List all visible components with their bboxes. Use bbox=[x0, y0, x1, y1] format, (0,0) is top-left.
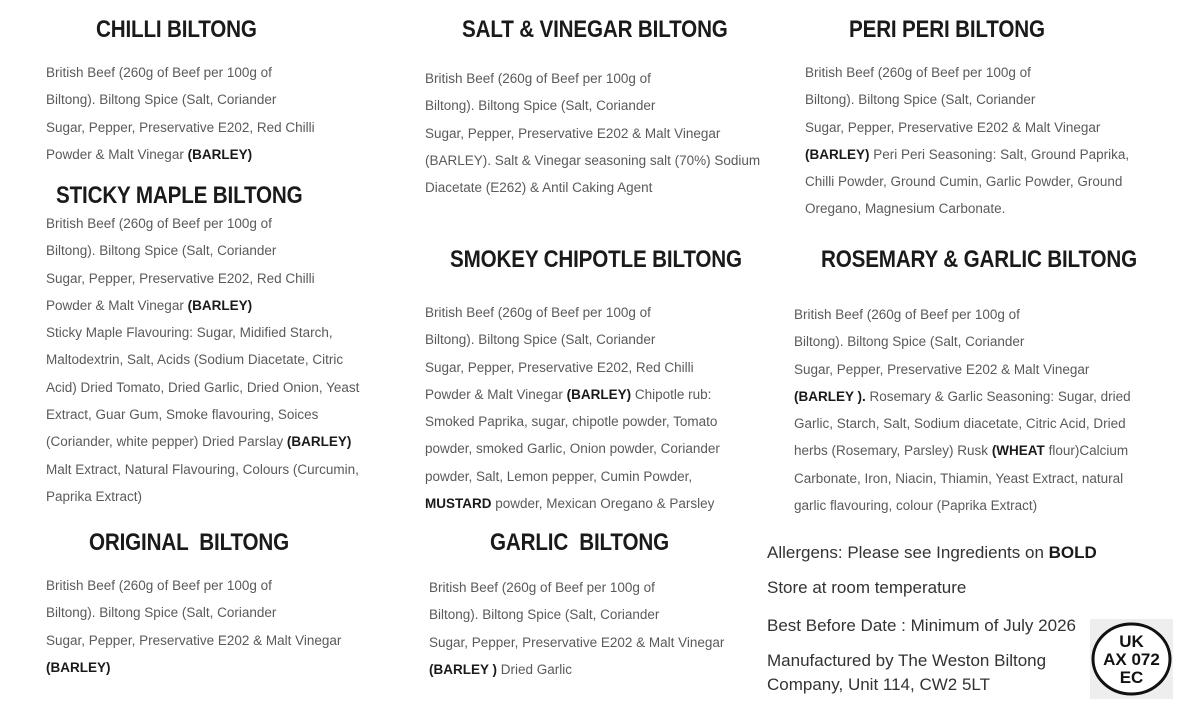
badge-line2: AX 072 bbox=[1103, 650, 1160, 669]
salt-vinegar-title: SALT & VINEGAR BILTONG bbox=[462, 16, 728, 43]
garlic-title: GARLIC BILTONG bbox=[490, 529, 669, 556]
allergen-barley: (BARLEY ) bbox=[429, 661, 498, 677]
peri-peri-title: PERI PERI BILTONG bbox=[849, 16, 1045, 43]
health-mark-badge bbox=[1090, 619, 1173, 699]
allergen-barley: (BARLEY) bbox=[46, 659, 111, 675]
allergen-barley: (BARLEY ). bbox=[794, 388, 866, 404]
manufacturer: Manufactured by The Weston Biltong Company, Unit 114, CW2 5LT bbox=[767, 651, 1047, 694]
peri-peri-ingredients: British Beef (260g of Beef per 100g of Biltong). Biltong Spice (Salt, Coriander Sugar, Pepper, Preservative E202 & Malt Vinegar (BARLEY) Peri Peri Seasoning: Salt, Ground Paprika, Chilli Powder, Ground Cumin, Garlic Powder, Ground Oregano, Magnesium Carbonate. bbox=[805, 65, 1130, 217]
sticky-maple-title: STICKY MAPLE BILTONG bbox=[56, 182, 303, 209]
smokey-chipotle-ingredients: British Beef (260g of Beef per 100g of Biltong). Biltong Spice (Salt, Coriander Sugar, Pepper, Preservative E202, Red Chilli Powder & Malt Vinegar (BARLEY) Chipotle rub: Smoked Paprika, sugar, chipotle powder, Tomato powder, smoked Garlic, Onion powder, Coriander powder, Salt, Lemon pepper, Cumin Powder, MUSTARD powder, Mexican Oregano & Parsley bbox=[425, 305, 720, 512]
badge-line3: EC bbox=[1119, 668, 1144, 687]
allergen-barley: (BARLEY) bbox=[286, 434, 352, 450]
original-ingredients: British Beef (260g of Beef per 100g of Biltong). Biltong Spice (Salt, Coriander Sugar, Pepper, Preservative E202 & Malt Vinegar (BARLEY) bbox=[46, 578, 342, 675]
smokey-chipotle-title: SMOKEY CHIPOTLE BILTONG bbox=[450, 246, 742, 273]
salt-vinegar-ingredients: British Beef (260g of Beef per 100g of Biltong). Biltong Spice (Salt, Coriander Sugar, Pepper, Preservative E202 & Malt Vinegar (BARLEY). Salt & Vinegar seasoning salt (70%) Sodium Diacetate (E262) & Antil Caking Agent bbox=[425, 71, 761, 196]
original-title: ORIGINAL BILTONG bbox=[89, 529, 290, 556]
allergen-barley: (BARLEY) bbox=[566, 386, 632, 402]
badge-line1: UK bbox=[1119, 632, 1144, 651]
health-mark-icon bbox=[1090, 619, 1173, 699]
allergen-barley: (BARLEY) bbox=[187, 146, 253, 162]
allergens-note: Allergens: Please see Ingredients on BOLD bbox=[767, 543, 1097, 562]
allergen-barley: (BARLEY) bbox=[187, 297, 253, 313]
garlic-ingredients: British Beef (260g of Beef per 100g of Biltong). Biltong Spice (Salt, Coriander Sugar, Pepper, Preservative E202 & Malt Vinegar (BARLEY ) Dried Garlic bbox=[429, 580, 725, 677]
chilli-title: CHILLI BILTONG bbox=[96, 16, 257, 43]
rosemary-garlic-ingredients: British Beef (260g of Beef per 100g of Biltong). Biltong Spice (Salt, Coriander Sugar, Pepper, Preservative E202 & Malt Vinegar (BARLEY ). Rosemary & Garlic Seasoning: Sugar, dried Garlic, Starch, Salt, Sodium diacetate, Citric Acid, Dried herbs (Rosemary, Parsley) Rusk (WHEAT flour)Calcium Carbonate, Iron, Niacin, Thiamin, Yeast Extract, natural garlic flavouring, colour (Paprika Extract) bbox=[794, 307, 1131, 514]
allergen-wheat: (WHEAT bbox=[991, 443, 1045, 459]
best-before: Best Before Date : Minimum of July 2026 bbox=[767, 616, 1076, 635]
allergen-mustard: MUSTARD bbox=[425, 496, 492, 512]
allergen-barley: (BARLEY) bbox=[805, 146, 870, 162]
rosemary-garlic-title: ROSEMARY & GARLIC BILTONG bbox=[821, 246, 1138, 273]
chilli-ingredients: British Beef (260g of Beef per 100g of Biltong). Biltong Spice (Salt, Coriander Sugar, Pepper, Preservative E202, Red Chilli Powder & Malt Vinegar (BARLEY) bbox=[46, 65, 315, 162]
storage-note: Store at room temperature bbox=[767, 578, 967, 597]
sticky-maple-ingredients: British Beef (260g of Beef per 100g of Biltong). Biltong Spice (Salt, Coriander Sugar, Pepper, Preservative E202, Red Chilli Powder & Malt Vinegar (BARLEY) Sticky Maple Flavouring: Sugar, Midified Starch, Maltodextrin, Salt, Acids (Sodium Diacetate, Citric Acid) Dried Tomato, Dried Garlic, Dried Onion, Yeast Extract, Guar Gum, Smoke flavouring, Soices (Coriander, white pepper) Dried Parslay (BARLEY) Malt Extract, Natural Flavouring, Colours (Curcumin, Paprika Extract) bbox=[46, 216, 360, 504]
